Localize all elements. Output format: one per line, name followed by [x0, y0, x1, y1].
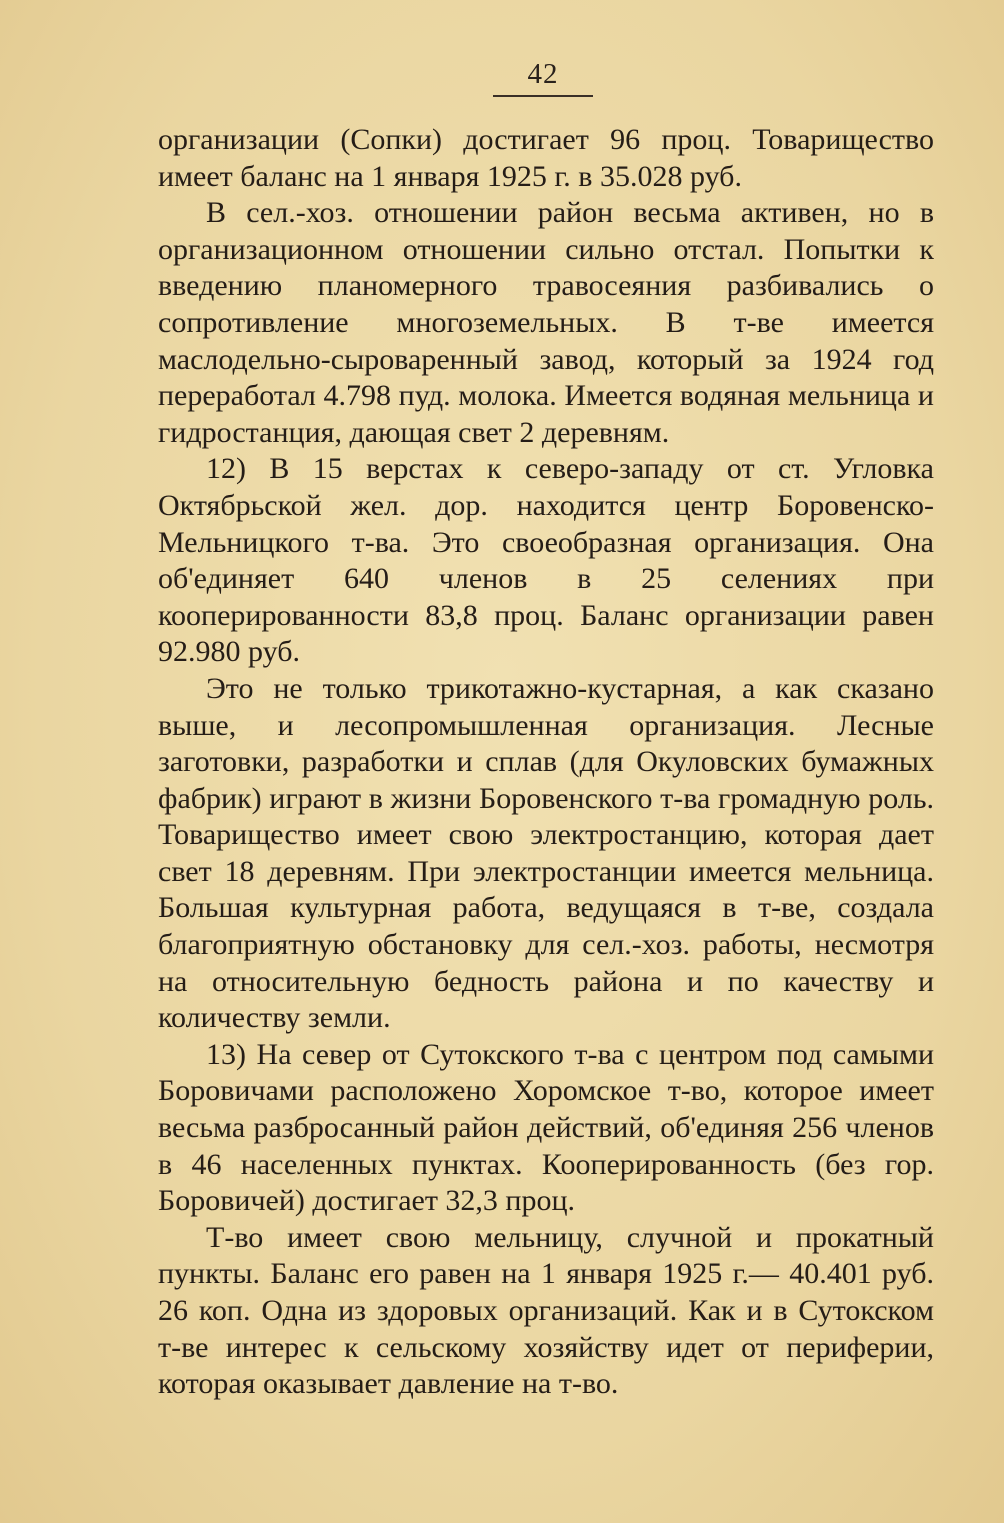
page-number-rule — [493, 95, 593, 97]
paragraph: Т-во имеет свою мельницу, случной и прокатный пункты. Баланс его равен на 1 января 1925 г.— 40.401 руб. 26 коп. Одна из здоровых организаций. Как и в Сутокском т-ве интерес к сельскому хозяйству идет от периферии, которая оказывает давление на т-во. — [158, 1220, 934, 1401]
body-text — [158, 122, 934, 1403]
paragraph: 13) На север от Сутокского т-ва с центром под самыми Боровичами расположено Хоромское т-во, которое имеет весьма разбросанный район действий, об'единяя 256 членов в 46 населенных пунктах. Кооперированность (без гор. Боровичей) достигает 32,3 проц. — [158, 1037, 934, 1218]
paragraph: организации (Сопки) достигает 96 проц. Товарищество имеет баланс на 1 января 1925 г. в 35.028 руб. — [158, 123, 934, 193]
page-number: 42 — [527, 58, 559, 90]
paragraph: Это не только трикотажно-кустарная, а как сказано выше, и лесопромышленная организация. Лесные заготовки, разработки и сплав (для Окуловских бумажных фабрик) играют в жизни Боровенского т-ва громадную роль. Товарищество имеет свою электростанцию, которая дает свет 18 деревням. При электростанции имеется мельница. Большая культурная работа, ведущаяся в т-ве, создала благоприятную обстановку для сел.-хоз. работы, несмотря на относительную бедность района и по качеству и количеству земли. — [158, 671, 934, 1035]
paragraph: 12) В 15 верстах к северо-западу от ст. Угловка Октябрьской жел. дор. находится центр Боровенско-Мельницкого т-ва. Это своеобразная организация. Она об'единяет 640 членов в 25 селениях при кооперированности 83,8 проц. Баланс организации равен 92.980 руб. — [158, 452, 934, 669]
paragraph: В сел.-хоз. отношении район весьма активен, но в организационном отношении сильно отстал. Попытки к введению планомерного травосеяния разбивались о сопротивление многоземельных. В т-ве имеется маслодельно-сыроваренный завод, который за 1924 год переработал 4.798 пуд. молока. Имеется водяная мельница и гидростанция, дающая свет 2 деревням. — [158, 196, 934, 449]
